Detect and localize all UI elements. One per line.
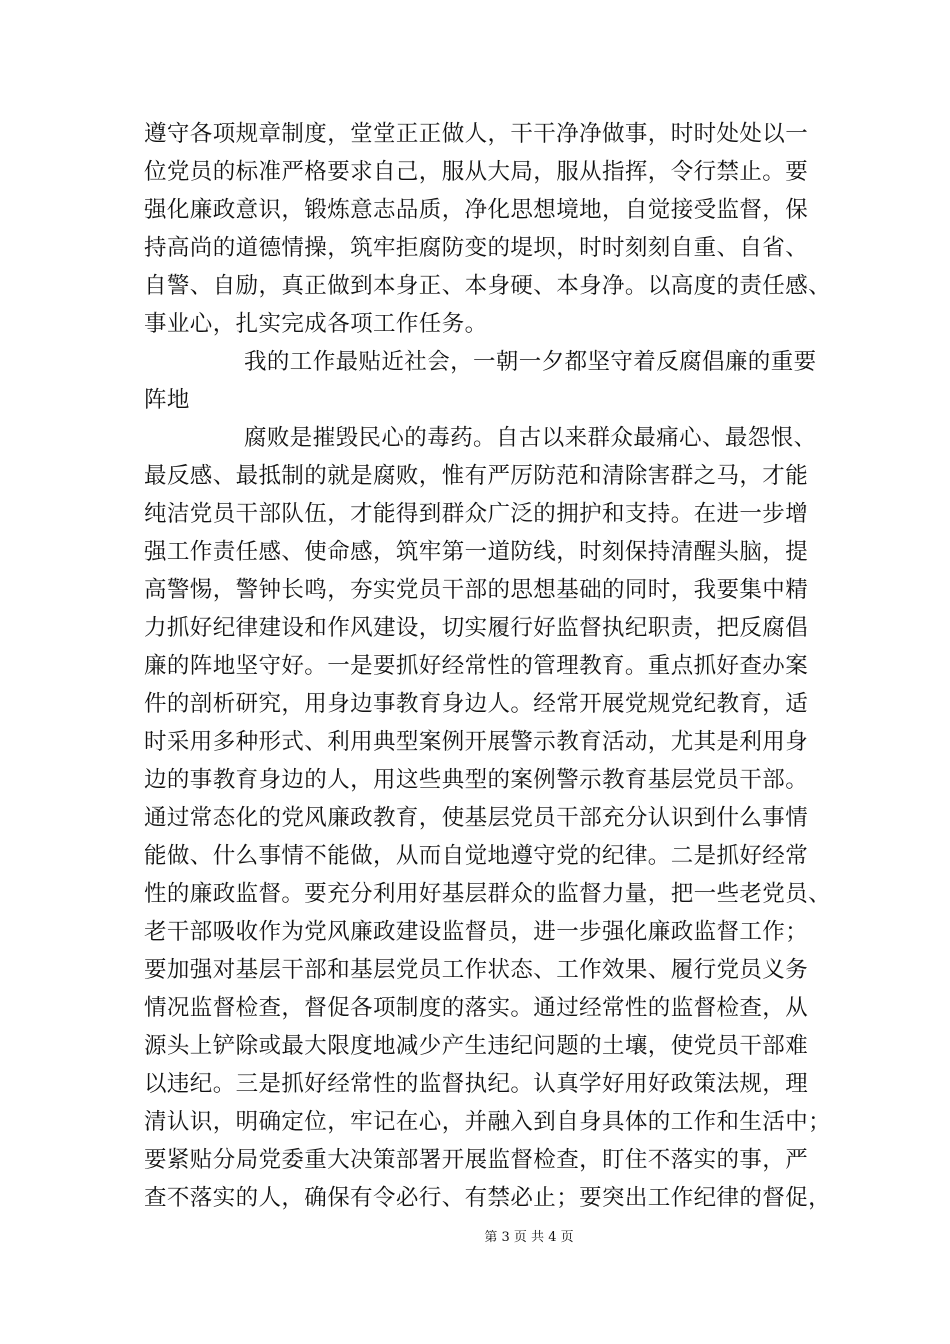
text-line: 高警惕，警钟长鸣，夯实党员干部的思想基础的同时，我要集中精 [144, 577, 809, 603]
text-line: 位党员的标准严格要求自己，服从大局，服从指挥，令行禁止。要 [144, 159, 809, 185]
text-line: 源头上铲除或最大限度地减少产生违纪问题的土壤，使党员干部难 [144, 1033, 809, 1059]
text-line: 查不落实的人，确保有令必行、有禁必止；要突出工作纪律的督促， [144, 1185, 832, 1211]
text-line: 边的事教育身边的人，用这些典型的案例警示教育基层党员干部。 [144, 767, 809, 793]
text-line: 阵地 [144, 387, 190, 413]
text-line: 老干部吸收作为党风廉政建设监督员，进一步强化廉政监督工作； [144, 919, 809, 945]
text-line: 清认识，明确定位，牢记在心，并融入到自身具体的工作和生活中； [144, 1109, 832, 1135]
text-line: 情况监督检查，督促各项制度的落实。通过经常性的监督检查，从 [144, 995, 809, 1021]
text-line: 要加强对基层干部和基层党员工作状态、工作效果、履行党员义务 [144, 957, 809, 983]
text-line: 能做、什么事情不能做，从而自觉地遵守党的纪律。二是抓好经常 [144, 843, 809, 869]
text-line: 纯洁党员干部队伍，才能得到群众广泛的拥护和支持。在进一步增 [144, 501, 809, 527]
text-line: 自警、自励，真正做到本身正、本身硬、本身净。以高度的责任感、 [144, 273, 832, 299]
text-line: 事业心，扎实完成各项工作任务。 [144, 311, 488, 337]
text-line: 件的剖析研究，用身边事教育身边人。经常开展党规党纪教育，适 [144, 691, 809, 717]
text-line: 要紧贴分局党委重大决策部署开展监督检查，盯住不落实的事，严 [144, 1147, 809, 1173]
text-line: 持高尚的道德情操，筑牢拒腐防变的堤坝，时时刻刻自重、自省、 [144, 235, 809, 261]
text-line: 力抓好纪律建设和作风建设，切实履行好监督执纪职责，把反腐倡 [144, 615, 809, 641]
text-line: 通过常态化的党风廉政教育，使基层党员干部充分认识到什么事情 [144, 805, 809, 831]
paragraph-start-line: 我的工作最贴近社会，一朝一夕都坚守着反腐倡廉的重要 [244, 349, 817, 375]
text-line: 性的廉政监督。要充分利用好基层群众的监督力量，把一些老党员、 [144, 881, 832, 907]
paragraph-start-line: 腐败是摧毁民心的毒药。自古以来群众最痛心、最怨恨、 [244, 425, 817, 451]
text-line: 强工作责任感、使命感，筑牢第一道防线，时刻保持清醒头脑，提 [144, 539, 809, 565]
text-line: 强化廉政意识，锻炼意志品质，净化思想境地，自觉接受监督，保 [144, 197, 809, 223]
text-line: 遵守各项规章制度，堂堂正正做人，干干净净做事，时时处处以一 [144, 121, 809, 147]
text-line: 最反感、最抵制的就是腐败，惟有严厉防范和清除害群之马，才能 [144, 463, 809, 489]
text-line: 以违纪。三是抓好经常性的监督执纪。认真学好用好政策法规，理 [144, 1071, 809, 1097]
text-line: 廉的阵地坚守好。一是要抓好经常性的管理教育。重点抓好查办案 [144, 653, 809, 679]
page-number: 第 3 页 共 4 页 [484, 1230, 574, 1245]
text-line: 时采用多种形式、利用典型案例开展警示教育活动，尤其是利用身 [144, 729, 809, 755]
